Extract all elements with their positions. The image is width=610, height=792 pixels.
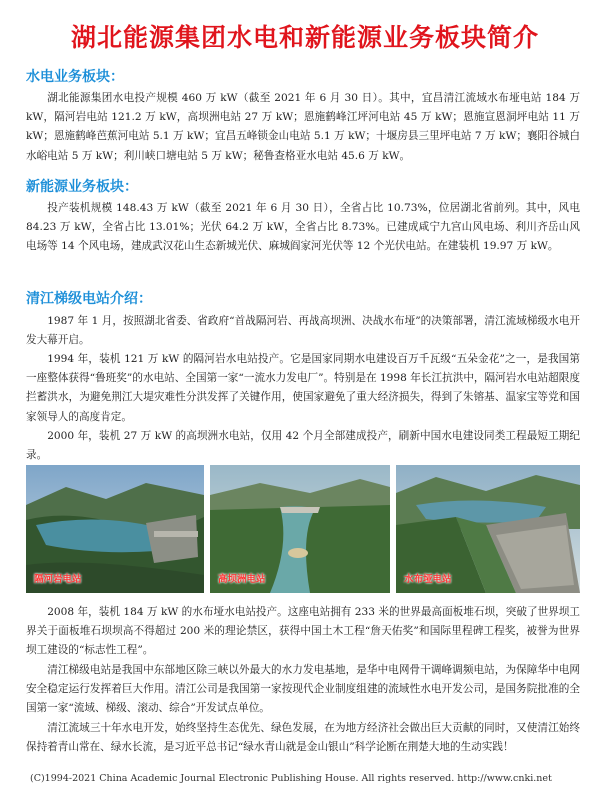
copyright-footer: (C)1994-2021 China Academic Journal Electronic Publishing House. All rights reserved. http://www.cnki.net: [30, 773, 552, 784]
renewable-paragraph: 投产装机规模 148.43 万 kW（截至 2021 年 6 月 30 日），全省占比 10.73%，位居湖北省前列。其中，风电 84.23 万 kW，全省占比 13.01%；光伏 64.2 万 kW，全省占比 8.73%。已建成咸宁九宫山风电场、利川齐岳山风电场等 14 个风电场，建成武汉花山生态新城光伏、麻城阎家河光伏等 12 个光伏电站。在建装机 19.97 万 kW。: [26, 202, 580, 253]
photo-caption-gaobazhou: 高坝洲电站: [218, 574, 266, 585]
page-title: 湖北能源集团水电和新能源业务板块简介: [70, 23, 539, 52]
photo-caption-shuibuya: 水布垭电站: [404, 574, 452, 585]
qingjiang-paragraph-1987: 1987 年 1 月，按照湖北省委、省政府“首战隔河岩、再战高坝洲、决战水布垭”的决策部署，清江流域梯级水电开发大幕开启。: [26, 315, 580, 347]
qingjiang-paragraph-1994: 1994 年，装机 121 万 kW 的隔河岩水电站投产。它是国家同期水电建设百万千瓦级“五朵金花”之一，是我国第一座整体获得“鲁班奖”的水电站、全国第一家“一流水力发电厂”。特别是在 1998 年长江抗洪中，隔河岩水电站超限度拦蓄洪水，为避免荆江大堤灾难性分洪发挥了关键作用，使国家避免了重大经济损失，得到了朱镕基、温家宝等党和国家领导人的高度肯定。: [26, 353, 580, 423]
photo-caption-geheyan: 隔河岩电站: [34, 574, 82, 585]
qingjiang-paragraph-base: 清江梯级电站是我国中东部地区除三峡以外最大的水力发电基地，是华中电网骨干调峰调频电站，为保障华中电网安全稳定运行发挥着巨大作用。清江公司是我国第一家按现代企业制度组建的流域性水电开发公司，是国务院批准的全国第一家“流域、梯级、滚动、综合”开发试点单位。: [26, 664, 580, 715]
photo-geheyan: [26, 465, 204, 593]
qingjiang-paragraph-2008: 2008 年，装机 184 万 kW 的水布垭水电站投产。这座电站拥有 233 米的世界最高面板堆石坝，突破了世界坝工界关于面板堆石坝坝高不得超过 200 米的理论禁区，获得中国土木工程“詹天佑奖”和国际里程碑工程奖，被誉为世界坝工建设的“标志性工程”。: [26, 606, 580, 657]
section-heading-qingjiang: 清江梯级电站介绍：: [26, 291, 152, 307]
photo-strip: [26, 465, 580, 595]
qingjiang-paragraph-2000: 2000 年，装机 27 万 kW 的高坝洲水电站，仅用 42 个月全部建成投产，刷新中国水电建设同类工程最短工期纪录。: [26, 430, 580, 462]
photo-shuibuya: [396, 465, 580, 593]
photo-gaobazhou: [210, 465, 390, 593]
section-heading-renewable: 新能源业务板块：: [26, 179, 138, 195]
qingjiang-paragraph-ecology: 清江流域三十年水电开发，始终坚持生态优先、绿色发展，在为地方经济社会做出巨大贡献的同时，又使清江始终保持着青山常在、绿水长流，是习近平总书记“绿水青山就是金山银山”科学论断在荆楚大地的生动实践！: [26, 722, 580, 754]
section-heading-hydro: 水电业务板块：: [26, 69, 124, 85]
hydro-paragraph: 湖北能源集团水电投产规模 460 万 kW（截至 2021 年 6 月 30 日）。其中，宜昌清江流域水布垭电站 184 万 kW，隔河岩电站 121.2 万 kW，高坝洲电站 27 万 kW；恩施鹤峰江坪河电站 45 万 kW；恩施宣恩洞坪电站 11 万 kW；恩施鹤峰芭蕉河电站 5.1 万 kW；宜昌五峰锁金山电站 5.1 万 kW；十堰房县三里坪电站 7 万 kW；襄阳谷城白水峪电站 5 万 kW；利川峡口塘电站 5 万 kW；秘鲁查格亚水电站 45.6 万 kW。: [26, 92, 580, 162]
